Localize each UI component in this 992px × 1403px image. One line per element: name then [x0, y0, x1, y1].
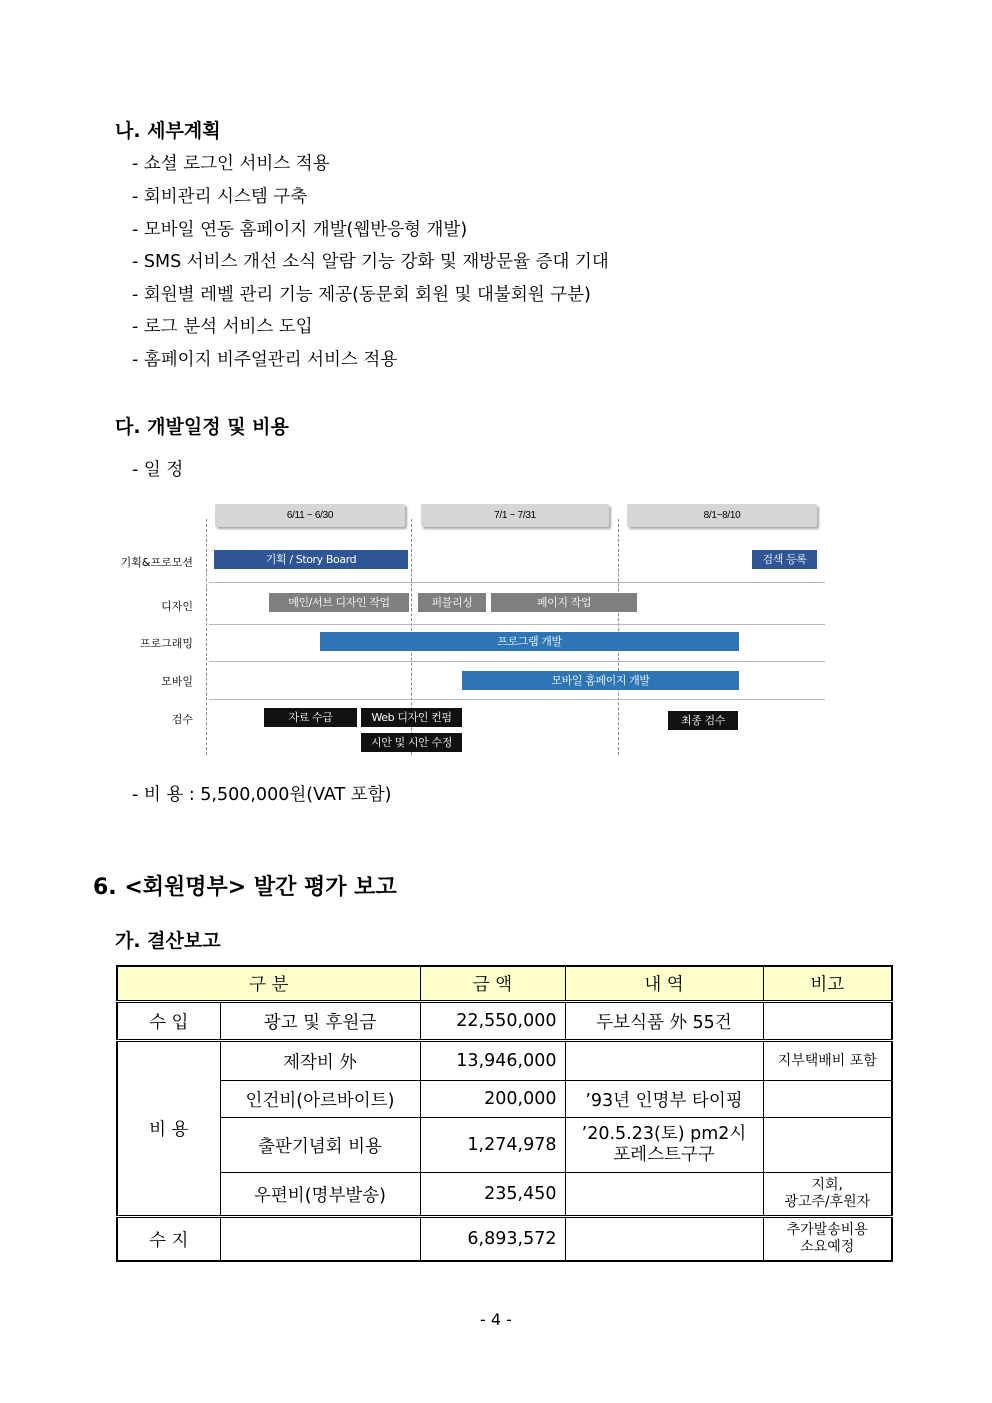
section-title-schedule: 다. 개발일정 및 비용 — [115, 416, 289, 438]
list-item: - 회원별 레벨 관리 기능 제공(동문회 회원 및 대불회원 구분) — [132, 285, 591, 305]
cell-item: 인건비(아르바이트) — [220, 1081, 420, 1118]
cost-label: - 비 용 : 5,500,000원(VAT 포함) — [132, 785, 392, 805]
settlement-table — [116, 965, 893, 1262]
gantt-chart — [105, 495, 835, 760]
bar-final-inspection: 최종 검수 — [668, 711, 738, 730]
cell-detail — [565, 1118, 763, 1173]
list-item: - 모바일 연동 홈페이지 개발(웹반응형 개발) — [132, 220, 468, 240]
section-title-report: 6. <회원명부> 발간 평가 보고 — [93, 875, 397, 900]
cell-category: 비 용 — [117, 1041, 220, 1217]
row-label-inspection: 검수 — [171, 713, 193, 726]
bar-plan-storyboard: 기획 / Story Board — [214, 550, 408, 569]
row-separator — [209, 661, 825, 662]
phase-august: 8/1~8/10 — [627, 504, 817, 527]
cell-item — [220, 1217, 420, 1262]
cell-item: 출판기념회 비용 — [220, 1118, 420, 1173]
row-separator — [209, 699, 825, 700]
header-category: 구 분 — [117, 966, 420, 1002]
cell-amount: 22,550,000 — [420, 1002, 565, 1041]
section-title-settlement: 가. 결산보고 — [115, 930, 221, 952]
phase-july: 7/1 ~ 7/31 — [421, 504, 609, 527]
note-line: 광고주/후원자 — [784, 1194, 871, 1210]
schedule-label: - 일 정 — [132, 460, 184, 480]
bar-search-register: 검색 등록 — [752, 550, 817, 569]
cell-note — [763, 1081, 892, 1118]
cell-amount: 13,946,000 — [420, 1041, 565, 1081]
header-detail: 내 역 — [565, 966, 763, 1002]
bar-page-work: 페이지 작업 — [491, 593, 637, 612]
row-label-design: 디자인 — [161, 600, 193, 613]
bar-mobile-dev: 모바일 홈페이지 개발 — [462, 671, 739, 690]
table-row — [117, 1217, 892, 1262]
cell-note — [763, 1118, 892, 1173]
bar-data-collect: 자료 수급 — [264, 708, 357, 727]
cell-detail — [565, 1173, 763, 1217]
row-label-programming: 프로그래밍 — [139, 637, 193, 650]
table-row — [117, 1041, 892, 1081]
table-header-row — [117, 966, 892, 1002]
cell-note — [763, 1217, 892, 1262]
cell-category: 수 지 — [117, 1217, 220, 1262]
list-item: - 회비관리 시스템 구축 — [132, 187, 308, 207]
row-label-planning: 기획&프로모션 — [120, 556, 193, 569]
table-row — [117, 1118, 892, 1173]
row-separator — [209, 582, 825, 583]
cell-detail — [565, 1217, 763, 1262]
cell-item: 광고 및 후원금 — [220, 1002, 420, 1041]
cell-detail: 두보식품 外 55건 — [565, 1002, 763, 1041]
divider-line — [206, 519, 207, 755]
list-item: - 쇼셜 로그인 서비스 적용 — [132, 154, 330, 174]
note-line: 소요예정 — [800, 1239, 855, 1255]
section-title-plan: 나. 세부계획 — [115, 120, 221, 142]
bar-program-dev: 프로그램 개발 — [320, 632, 739, 651]
phase-june: 6/11 ~ 6/30 — [215, 504, 405, 527]
bar-draft-revision: 시안 및 시안 수정 — [361, 733, 462, 752]
cell-note: 지부택배비 포함 — [763, 1041, 892, 1081]
cell-amount: 200,000 — [420, 1081, 565, 1118]
row-separator — [209, 624, 825, 625]
header-note: 비고 — [763, 966, 892, 1002]
cell-amount: 1,274,978 — [420, 1118, 565, 1173]
table-row — [117, 1002, 892, 1041]
cell-item: 제작비 外 — [220, 1041, 420, 1081]
list-item: - SMS 서비스 개선 소식 알람 기능 강화 및 재방문율 증대 기대 — [132, 252, 609, 272]
list-item: - 홈페이지 비주얼관리 서비스 적용 — [132, 350, 398, 370]
table-row — [117, 1081, 892, 1118]
table-row — [117, 1173, 892, 1217]
cell-note — [763, 1002, 892, 1041]
detail-line: ’20.5.23(토) pm2시 — [581, 1124, 747, 1144]
cell-detail — [565, 1041, 763, 1081]
cell-category: 수 입 — [117, 1002, 220, 1041]
cell-note — [763, 1173, 892, 1217]
header-amount: 금 액 — [420, 966, 565, 1002]
note-line: 추가발송비용 — [786, 1222, 868, 1238]
bar-publishing: 퍼블리싱 — [418, 593, 486, 612]
cell-detail: ’93년 인명부 타이핑 — [565, 1081, 763, 1118]
bar-design-main: 메인/서브 디자인 작업 — [269, 593, 409, 612]
row-label-mobile: 모바일 — [161, 675, 193, 688]
cell-amount: 6,893,572 — [420, 1217, 565, 1262]
page-number: - 4 - — [480, 1310, 512, 1329]
cell-item: 우편비(명부발송) — [220, 1173, 420, 1217]
list-item: - 로그 분석 서비스 도입 — [132, 317, 313, 337]
note-line: 지회, — [811, 1177, 843, 1193]
bar-web-confirm: Web 디자인 컨펌 — [361, 708, 462, 727]
cell-amount: 235,450 — [420, 1173, 565, 1217]
detail-line: 포레스트구구 — [613, 1145, 715, 1165]
